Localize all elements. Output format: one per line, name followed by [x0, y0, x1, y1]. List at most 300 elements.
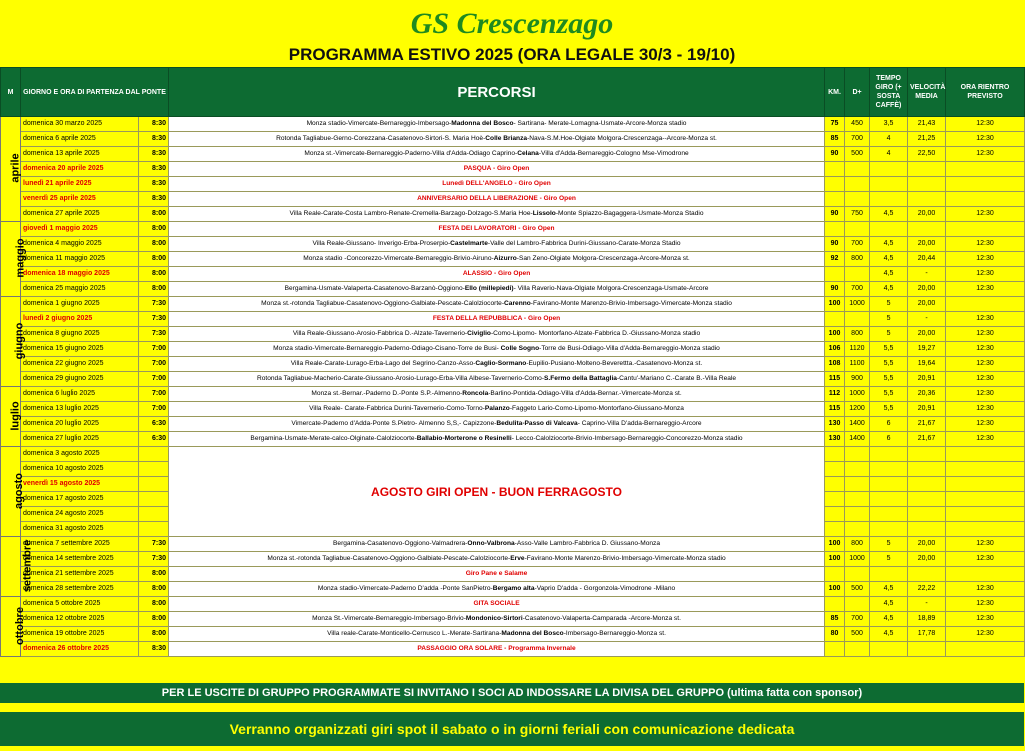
ride-dplus: 800	[845, 252, 870, 267]
ride-rientro	[946, 567, 1025, 582]
month-label: maggio	[14, 238, 27, 278]
ride-time: 7:00	[139, 357, 169, 372]
route-destination: Bedulita-Passo di Valcava	[496, 420, 578, 427]
month-label-cell	[1, 117, 21, 222]
route-text: -Faggeto Lario-Como-Lipomo-Montorfano-Giussano-Monza	[509, 405, 684, 412]
ride-tempo	[870, 477, 908, 492]
ride-velocita: 20,00	[908, 327, 946, 342]
route-destination: Aizurro	[493, 255, 517, 262]
ride-tempo	[870, 642, 908, 657]
ride-rientro: 12:30	[946, 252, 1025, 267]
schedule-row	[1, 327, 1025, 342]
ride-time	[139, 462, 169, 477]
ride-time	[139, 492, 169, 507]
ride-date: domenica 5 ottobre 2025	[21, 597, 139, 612]
ride-tempo: 5	[870, 312, 908, 327]
ride-date: lunedì 21 aprile 2025	[21, 177, 139, 192]
route-text: -Asso-Valle Lambro-Fabbrica D. Giussano-Monza	[514, 540, 661, 547]
route-text: Villa Reale- Carate-Fabbrica Durini-Tavernerio-Como-Torno-	[309, 405, 485, 412]
schedule-row	[1, 312, 1025, 327]
ride-time: 7:30	[139, 297, 169, 312]
route-destination: Civiglio	[467, 330, 491, 337]
ride-tempo: 4,5	[870, 267, 908, 282]
ride-date: domenica 13 aprile 2025	[21, 147, 139, 162]
route-text: Monza stadio -Concorezzo-Vimercate-Bernareggio-Brivio-Airuno-	[303, 255, 494, 262]
route-text: Monza st.-rotonda Tagliabue-Casatenovo-Oggiono-Galbiate-Pescate-Calolziocorte-	[267, 555, 511, 562]
ride-date: domenica 25 maggio 2025	[21, 282, 139, 297]
route-text: Lunedì DELL'ANGELO - Giro Open	[442, 180, 551, 187]
ride-rientro	[946, 192, 1025, 207]
ride-time: 8:00	[139, 612, 169, 627]
schedule-row	[1, 417, 1025, 432]
route-text: -Torre de Busi-Odiago-Villa d'Adda-Bernareggio-Monza stadio	[539, 345, 720, 352]
ride-date: domenica 28 settembre 2025	[21, 582, 139, 597]
ride-velocita: 21,67	[908, 432, 946, 447]
ride-date: domenica 19 ottobre 2025	[21, 627, 139, 642]
ride-km: 75	[825, 117, 845, 132]
footer-notice-uniform: PER LE USCITE DI GRUPPO PROGRAMMATE SI INVITANO I SOCI AD INDOSSARE LA DIVISA DEL GRUPPO (ultima fatta con sponsor)	[0, 683, 1024, 703]
ride-tempo: 5	[870, 327, 908, 342]
ride-time: 7:30	[139, 312, 169, 327]
ride-km	[825, 477, 845, 492]
ride-rientro: 12:30	[946, 327, 1025, 342]
ride-route	[169, 342, 825, 357]
route-destination: Mondonico-Sirtori	[465, 615, 523, 622]
month-label: settembre	[21, 539, 34, 592]
ride-date: venerdì 25 aprile 2025	[21, 192, 139, 207]
ride-rientro: 12:30	[946, 147, 1025, 162]
ride-km	[825, 162, 845, 177]
route-text: -Como-Lipomo- Montorfano-Alzate-Fabbrica D.-Giussano-Monza stadio	[490, 330, 701, 337]
ride-velocita	[908, 222, 946, 237]
ride-km	[825, 507, 845, 522]
ride-route	[169, 612, 825, 627]
schedule-row	[1, 372, 1025, 387]
schedule-row	[1, 147, 1025, 162]
ride-time: 8:30	[139, 132, 169, 147]
ride-rientro: 12:30	[946, 237, 1025, 252]
ride-rientro	[946, 477, 1025, 492]
footer-notice-spot-rides: Verranno organizzati giri spot il sabato o in giorni feriali con comunicazione dedicata	[0, 712, 1024, 746]
ride-time	[139, 477, 169, 492]
route-text: Villa Reale-Giussano- Inverigo-Erba-Proserpio-	[312, 240, 451, 247]
ride-velocita: 22,22	[908, 582, 946, 597]
ride-route	[169, 372, 825, 387]
ride-km	[825, 642, 845, 657]
ride-tempo: 5,5	[870, 342, 908, 357]
ride-velocita: 20,00	[908, 237, 946, 252]
ride-velocita: 18,89	[908, 612, 946, 627]
ride-route	[169, 222, 825, 237]
ride-km: 90	[825, 207, 845, 222]
route-text: -Nava-S.M.Hoe-Olgiate Molgora-Crescenzaga--Arcore-Monza st.	[527, 135, 717, 142]
ride-dplus	[845, 192, 870, 207]
ride-route	[169, 327, 825, 342]
ride-rientro	[946, 447, 1025, 462]
ride-km: 100	[825, 552, 845, 567]
ride-tempo: 4,5	[870, 612, 908, 627]
route-text: - Lecco-Calolziocorte-Brivio-Imbersago-Bernareggio-Concorezzo-Monza stadio	[511, 435, 743, 442]
ride-rientro: 12:30	[946, 132, 1025, 147]
route-text: -Valle del Lambro-Fabbrica Durini-Giussano-Carate-Monza Stadio	[487, 240, 681, 247]
schedule-row	[1, 207, 1025, 222]
ride-km	[825, 267, 845, 282]
ride-km	[825, 597, 845, 612]
ride-dplus	[845, 492, 870, 507]
ride-dplus	[845, 462, 870, 477]
ride-dplus	[845, 567, 870, 582]
route-text: Bergamina-Casatenovo-Oggiono-Valmadrera-	[333, 540, 468, 547]
route-destination: Lissolo	[532, 210, 556, 217]
route-text: -Casatenovo-Valaperta-Camparada -Arcore-Monza st.	[522, 615, 681, 622]
ride-velocita: 19,27	[908, 342, 946, 357]
ride-date: domenica 20 luglio 2025	[21, 417, 139, 432]
schedule-row	[1, 177, 1025, 192]
schedule-row	[1, 192, 1025, 207]
schedule-row	[1, 117, 1025, 132]
route-text: Bergamina-Usmate-Valaperta-Casatenovo-Barzanò-Oggiono-	[284, 285, 465, 292]
ride-dplus	[845, 642, 870, 657]
header-km: KM.	[825, 68, 845, 117]
schedule-row	[1, 162, 1025, 177]
ride-km: 90	[825, 237, 845, 252]
ride-date: venerdì 15 agosto 2025	[21, 477, 139, 492]
ride-time: 8:00	[139, 207, 169, 222]
schedule-row	[1, 342, 1025, 357]
ride-km	[825, 192, 845, 207]
ride-tempo: 5,5	[870, 372, 908, 387]
ride-tempo: 6	[870, 417, 908, 432]
ride-km	[825, 447, 845, 462]
ride-km: 85	[825, 612, 845, 627]
ride-route	[169, 567, 825, 582]
month-label-cell	[1, 597, 26, 657]
ride-tempo: 4,5	[870, 252, 908, 267]
route-text: Vimercate-Paderno d'Adda-Ponte S.Pietro- Almenno S,S,- Capizzone-	[291, 420, 497, 427]
route-destination: S.Fermo della Battaglia	[544, 375, 617, 382]
ride-route	[169, 207, 825, 222]
ride-date: domenica 27 aprile 2025	[21, 207, 139, 222]
ride-tempo	[870, 462, 908, 477]
route-destination: Colle Sogno	[500, 345, 540, 352]
route-destination: Castelmarte	[450, 240, 488, 247]
ride-time	[139, 522, 169, 537]
ride-rientro	[946, 177, 1025, 192]
ride-velocita: 22,50	[908, 147, 946, 162]
schedule-row	[1, 627, 1025, 642]
ride-dplus: 700	[845, 612, 870, 627]
route-text: -Monte Spiazzo-Bagaggera-Usmate-Monza Stadio	[555, 210, 704, 217]
ride-tempo: 4,5	[870, 282, 908, 297]
ride-tempo: 4,5	[870, 627, 908, 642]
route-text: PASQUA - Giro Open	[463, 165, 530, 172]
ride-date: domenica 7 settembre 2025	[21, 537, 139, 552]
route-text: Monza st.-Vimercate-Bernareggio-Paderno-Villa d'Adda-Odiago Caprino-	[304, 150, 518, 157]
ride-route	[169, 537, 825, 552]
ride-time: 7:30	[139, 537, 169, 552]
ride-velocita	[908, 522, 946, 537]
ride-velocita	[908, 447, 946, 462]
schedule-row	[1, 132, 1025, 147]
ride-time: 8:00	[139, 237, 169, 252]
ride-velocita: 21,43	[908, 117, 946, 132]
schedule-row	[1, 237, 1025, 252]
schedule-row	[1, 567, 1025, 582]
ride-time	[139, 447, 169, 462]
header-giorno: GIORNO E ORA DI PARTENZA DAL PONTE	[21, 68, 169, 117]
ride-velocita	[908, 192, 946, 207]
ride-dplus	[845, 597, 870, 612]
ride-time: 8:00	[139, 567, 169, 582]
ride-rientro: 12:30	[946, 387, 1025, 402]
route-text: Monza stadio-Vimercate-Bernareggio-Paderno-Odiago-Cisano-Torre de Busi-	[273, 345, 501, 352]
ride-rientro	[946, 222, 1025, 237]
schedule-row	[1, 222, 1025, 237]
route-text: -Eupilio-Pusiano-Molteno-Beverettta.-Casatenovo-Monza st.	[526, 360, 703, 367]
schedule-row	[1, 282, 1025, 297]
ride-km	[825, 177, 845, 192]
ride-velocita	[908, 492, 946, 507]
ride-dplus: 1120	[845, 342, 870, 357]
schedule-row	[1, 357, 1025, 372]
ride-rientro: 12:30	[946, 207, 1025, 222]
ride-tempo: 5	[870, 552, 908, 567]
ride-route	[169, 402, 825, 417]
route-text: GITA SOCIALE	[473, 600, 520, 607]
ride-route	[169, 312, 825, 327]
route-destination: Colle Brianza	[485, 135, 528, 142]
ride-velocita: -	[908, 597, 946, 612]
schedule-body	[1, 117, 1025, 657]
ride-km: 90	[825, 147, 845, 162]
route-text: Monza stadio-Vimercate-Paderno D'adda -Ponte SanPietro-	[317, 585, 493, 592]
ride-tempo: 5	[870, 537, 908, 552]
route-text: Villa reale-Carate-Monticello-Cernusco L.-Merate-Sartirana-	[327, 630, 502, 637]
ride-velocita: 21,25	[908, 132, 946, 147]
ride-route	[169, 642, 825, 657]
route-text: -San Zeno-Olgiate Molgora-Crescenzaga-Arcore-Monza st.	[516, 255, 690, 262]
route-destination: Ello (millepiedi)	[464, 285, 514, 292]
ride-rientro: 12:30	[946, 432, 1025, 447]
route-destination: Erve	[510, 555, 525, 562]
route-destination: Madonna del Bosco	[451, 120, 514, 127]
ride-time: 8:00	[139, 627, 169, 642]
route-destination: Celana	[517, 150, 539, 157]
month-label-cell	[1, 387, 21, 447]
route-text: -Favirano-Monte Marenzo-Brivio-Imbersago-Vimercate-Monza stadio	[524, 555, 726, 562]
ride-route	[169, 417, 825, 432]
ride-route	[169, 627, 825, 642]
ride-tempo: 4	[870, 147, 908, 162]
schedule-row	[1, 297, 1025, 312]
header-velocita: VELOCITÀ MEDIA	[908, 68, 946, 117]
ride-km: 100	[825, 297, 845, 312]
ride-date: domenica 10 agosto 2025	[21, 462, 139, 477]
route-destination: Carenno	[504, 300, 531, 307]
ride-dplus: 700	[845, 237, 870, 252]
schedule-sheet	[0, 67, 1024, 657]
ride-velocita	[908, 177, 946, 192]
ride-velocita: 21,67	[908, 417, 946, 432]
ride-dplus: 1400	[845, 417, 870, 432]
ride-km: 112	[825, 387, 845, 402]
ride-dplus: 500	[845, 147, 870, 162]
ride-dplus: 1400	[845, 432, 870, 447]
schedule-row	[1, 582, 1025, 597]
ride-time: 8:30	[139, 147, 169, 162]
ride-km: 85	[825, 132, 845, 147]
ride-route	[169, 357, 825, 372]
ride-velocita	[908, 642, 946, 657]
ride-km: 100	[825, 327, 845, 342]
ride-tempo	[870, 447, 908, 462]
ride-rientro: 12:30	[946, 117, 1025, 132]
ride-dplus: 1000	[845, 297, 870, 312]
ride-rientro	[946, 522, 1025, 537]
ride-time: 6:30	[139, 432, 169, 447]
route-text: Rotonda Tagliabue-Macherio-Carate-Giussano-Arosio-Lurago-Erba-Villa Albese-Tavernerio-Como-	[256, 375, 545, 382]
month-label-cell	[1, 222, 27, 297]
route-text: Bergamina-Usmate-Merate-calco-Olginate-Calolziocorte-	[250, 435, 417, 442]
ride-time: 8:00	[139, 597, 169, 612]
ride-velocita: 20,91	[908, 402, 946, 417]
ride-km	[825, 312, 845, 327]
ride-dplus	[845, 447, 870, 462]
ride-tempo	[870, 522, 908, 537]
schedule-row	[1, 267, 1025, 282]
ride-velocita: 20,00	[908, 537, 946, 552]
header-rientro: ORA RIENTRO PREVISTO	[946, 68, 1025, 117]
ride-tempo	[870, 492, 908, 507]
ride-dplus: 500	[845, 582, 870, 597]
ride-date: domenica 13 luglio 2025	[21, 402, 139, 417]
ride-time: 8:30	[139, 117, 169, 132]
ride-tempo: 5,5	[870, 387, 908, 402]
ride-rientro: 12:30	[946, 417, 1025, 432]
ride-route	[169, 192, 825, 207]
ride-dplus: 1200	[845, 402, 870, 417]
ride-velocita: 19,64	[908, 357, 946, 372]
ride-time: 8:00	[139, 222, 169, 237]
route-destination: Bergamo alta	[492, 585, 535, 592]
agosto-banner: AGOSTO GIRI OPEN - BUON FERRAGOSTO	[169, 447, 825, 537]
schedule-row	[1, 642, 1025, 657]
ride-rientro	[946, 462, 1025, 477]
ride-date: domenica 31 agosto 2025	[21, 522, 139, 537]
ride-date: lunedì 2 giugno 2025	[21, 312, 139, 327]
ride-time: 8:30	[139, 162, 169, 177]
ride-date: domenica 22 giugno 2025	[21, 357, 139, 372]
ride-velocita: 17,78	[908, 627, 946, 642]
schedule-row	[1, 537, 1025, 552]
ride-dplus	[845, 477, 870, 492]
ride-dplus: 1000	[845, 552, 870, 567]
ride-rientro: 12:30	[946, 372, 1025, 387]
ride-date: domenica 27 luglio 2025	[21, 432, 139, 447]
ride-dplus: 900	[845, 372, 870, 387]
schedule-row	[1, 387, 1025, 402]
schedule-row	[1, 597, 1025, 612]
ride-velocita: 20,00	[908, 297, 946, 312]
ride-date: domenica 15 giugno 2025	[21, 342, 139, 357]
ride-rientro	[946, 507, 1025, 522]
ride-date: giovedì 1 maggio 2025	[21, 222, 139, 237]
ride-dplus: 800	[845, 537, 870, 552]
header-row	[1, 68, 1025, 117]
ride-tempo: 6	[870, 432, 908, 447]
ride-rientro: 12:30	[946, 612, 1025, 627]
ride-time: 7:00	[139, 402, 169, 417]
ride-rientro: 12:30	[946, 342, 1025, 357]
ride-time	[139, 507, 169, 522]
month-label: luglio	[9, 400, 22, 431]
ride-km: 80	[825, 627, 845, 642]
ride-time: 7:30	[139, 327, 169, 342]
route-destination: Palanzo	[484, 405, 510, 412]
ride-dplus: 800	[845, 327, 870, 342]
ride-dplus	[845, 312, 870, 327]
route-destination: Onno-Valbrona	[467, 540, 515, 547]
ride-velocita	[908, 507, 946, 522]
ride-route	[169, 552, 825, 567]
schedule-row	[1, 252, 1025, 267]
ride-tempo: 4	[870, 132, 908, 147]
route-text: FESTA DEI LAVORATORI - Giro Open	[438, 225, 555, 232]
ride-tempo	[870, 177, 908, 192]
ride-time: 6:30	[139, 417, 169, 432]
ride-dplus: 500	[845, 627, 870, 642]
route-text: Monza st.-Bernar.-Paderno D.-Ponte S.P.-Almenno-	[311, 390, 463, 397]
ride-rientro: 12:30	[946, 267, 1025, 282]
route-text: -Favirano-Monte Marenzo-Brivio-Imbersago-Vimercate-Monza stadio	[530, 300, 732, 307]
ride-route	[169, 267, 825, 282]
ride-route	[169, 162, 825, 177]
ride-velocita: 20,91	[908, 372, 946, 387]
ride-time: 8:00	[139, 267, 169, 282]
ride-route	[169, 597, 825, 612]
ride-date: domenica 3 agosto 2025	[21, 447, 139, 462]
ride-velocita: 20,44	[908, 252, 946, 267]
route-destination: Caglio-Sormano	[475, 360, 527, 367]
route-text: -Imbersago-Bernareggio-Monza st.	[563, 630, 666, 637]
ride-date: domenica 24 agosto 2025	[21, 507, 139, 522]
ride-time: 8:30	[139, 192, 169, 207]
route-text: ALASSIO - Giro Open	[462, 270, 531, 277]
route-text: Giro Pane e Salame	[465, 570, 528, 577]
route-text: -Villa d'Adda-Bernareggio-Cologno Mse-Vimodrone	[538, 150, 689, 157]
ride-date: domenica 11 maggio 2025	[21, 252, 139, 267]
ride-rientro: 12:30	[946, 282, 1025, 297]
route-text: - Caprino-Villa D'adda-Bernareggio-Arcore	[577, 420, 702, 427]
ride-route	[169, 147, 825, 162]
page-subtitle: PROGRAMMA ESTIVO 2025 (ORA LEGALE 30/3 - 19/10)	[288, 45, 736, 64]
route-text: -Cantu'-Mariano C.-Carate B.-Villa Reale	[616, 375, 737, 382]
ride-rientro: 12:30	[946, 582, 1025, 597]
month-label: giugno	[13, 322, 26, 359]
route-text: ANNIVERSARIO DELLA LIBERAZIONE - Giro Open	[417, 195, 576, 202]
route-text: Monza St.-Vimercate-Bernareggio-Imbersago-Brivio-	[312, 615, 466, 622]
ride-dplus	[845, 267, 870, 282]
route-destination: Roncola	[462, 390, 489, 397]
ride-rientro	[946, 492, 1025, 507]
route-text: -Vaprio D'adda - Gorgonzola-Vimodrone -Milano	[534, 585, 676, 592]
ride-date: domenica 14 settembre 2025	[21, 552, 139, 567]
ride-date: domenica 26 ottobre 2025	[21, 642, 139, 657]
ride-dplus: 1100	[845, 357, 870, 372]
ride-date: domenica 8 giugno 2025	[21, 327, 139, 342]
ride-km: 115	[825, 372, 845, 387]
schedule-row	[1, 447, 1025, 462]
